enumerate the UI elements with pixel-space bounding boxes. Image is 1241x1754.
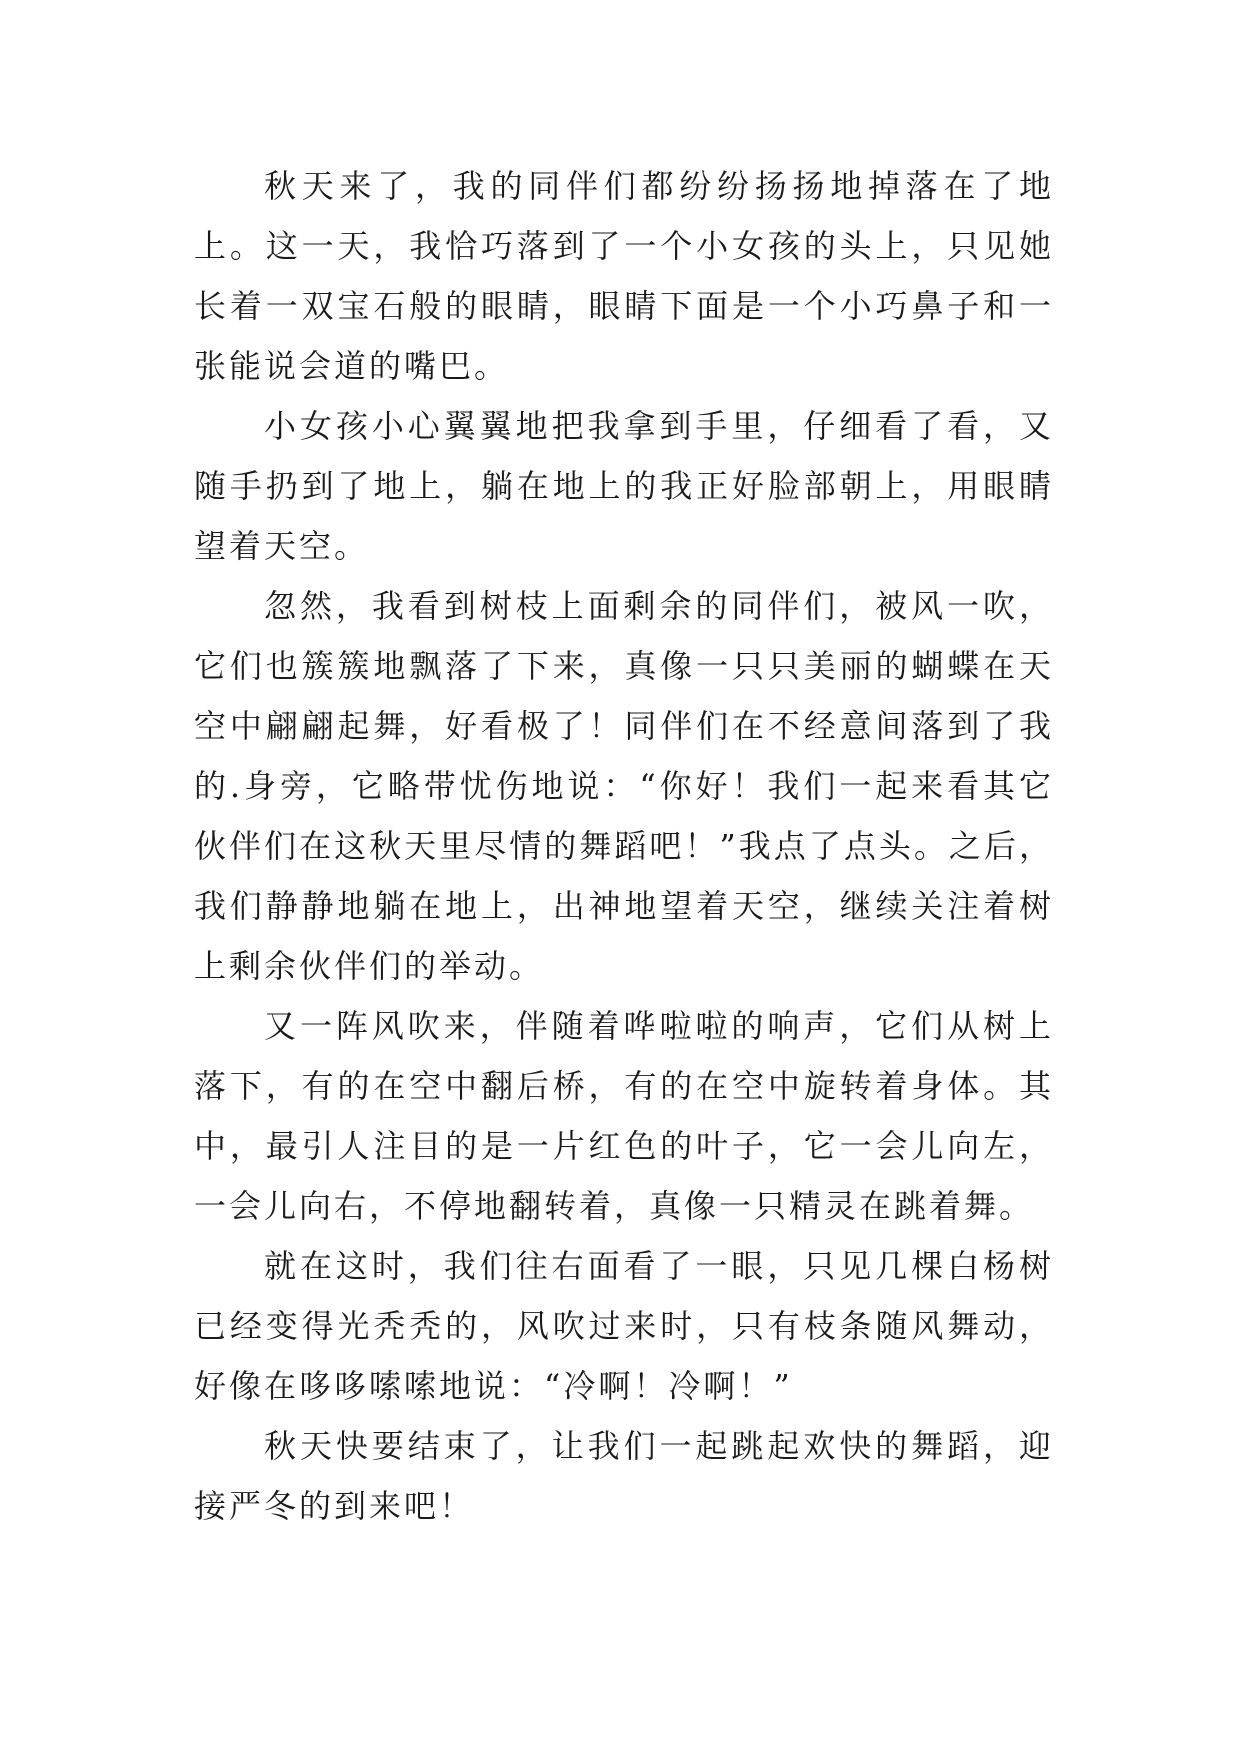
- paragraph-6: 秋天快要结束了，让我们一起跳起欢快的舞蹈，迎接严冬的到来吧！: [194, 1427, 1054, 1525]
- paragraph-3: 忽然，我看到树枝上面剩余的同伴们，被风一吹，它们也簇簇地飘落了下来，真像一只只美丽的蝴蝶在天空中翩翩起舞，好看极了！同伴们在不经意间落到了我的.身旁，它略带忧伤地说：“你好！我们一起来看其它伙伴们在这秋天里尽情的舞蹈吧！”我点了点头。之后，我们静静地躺在地上，出神地望着天空，继续关注着树上剩余伙伴们的举动。: [194, 587, 1054, 985]
- article-body: [194, 156, 1054, 1536]
- paragraph-2: 小女孩小心翼翼地把我拿到手里，仔细看了看，又随手扔到了地上，躺在地上的我正好脸部朝上，用眼睛望着天空。: [194, 407, 1054, 565]
- paragraph-1: 秋天来了，我的同伴们都纷纷扬扬地掉落在了地上。这一天，我恰巧落到了一个小女孩的头上，只见她长着一双宝石般的眼睛，眼睛下面是一个小巧鼻子和一张能说会道的嘴巴。: [194, 167, 1054, 385]
- paragraph-4: 又一阵风吹来，伴随着哗啦啦的响声，它们从树上落下，有的在空中翻后桥，有的在空中旋转着身体。其中，最引人注目的是一片红色的叶子，它一会儿向左，一会儿向右，不停地翻转着，真像一只精灵在跳着舞。: [194, 1007, 1054, 1225]
- paragraph-5: 就在这时，我们往右面看了一眼，只见几棵白杨树已经变得光秃秃的，风吹过来时，只有枝条随风舞动，好像在哆哆嗦嗦地说：“冷啊！冷啊！”: [194, 1247, 1054, 1405]
